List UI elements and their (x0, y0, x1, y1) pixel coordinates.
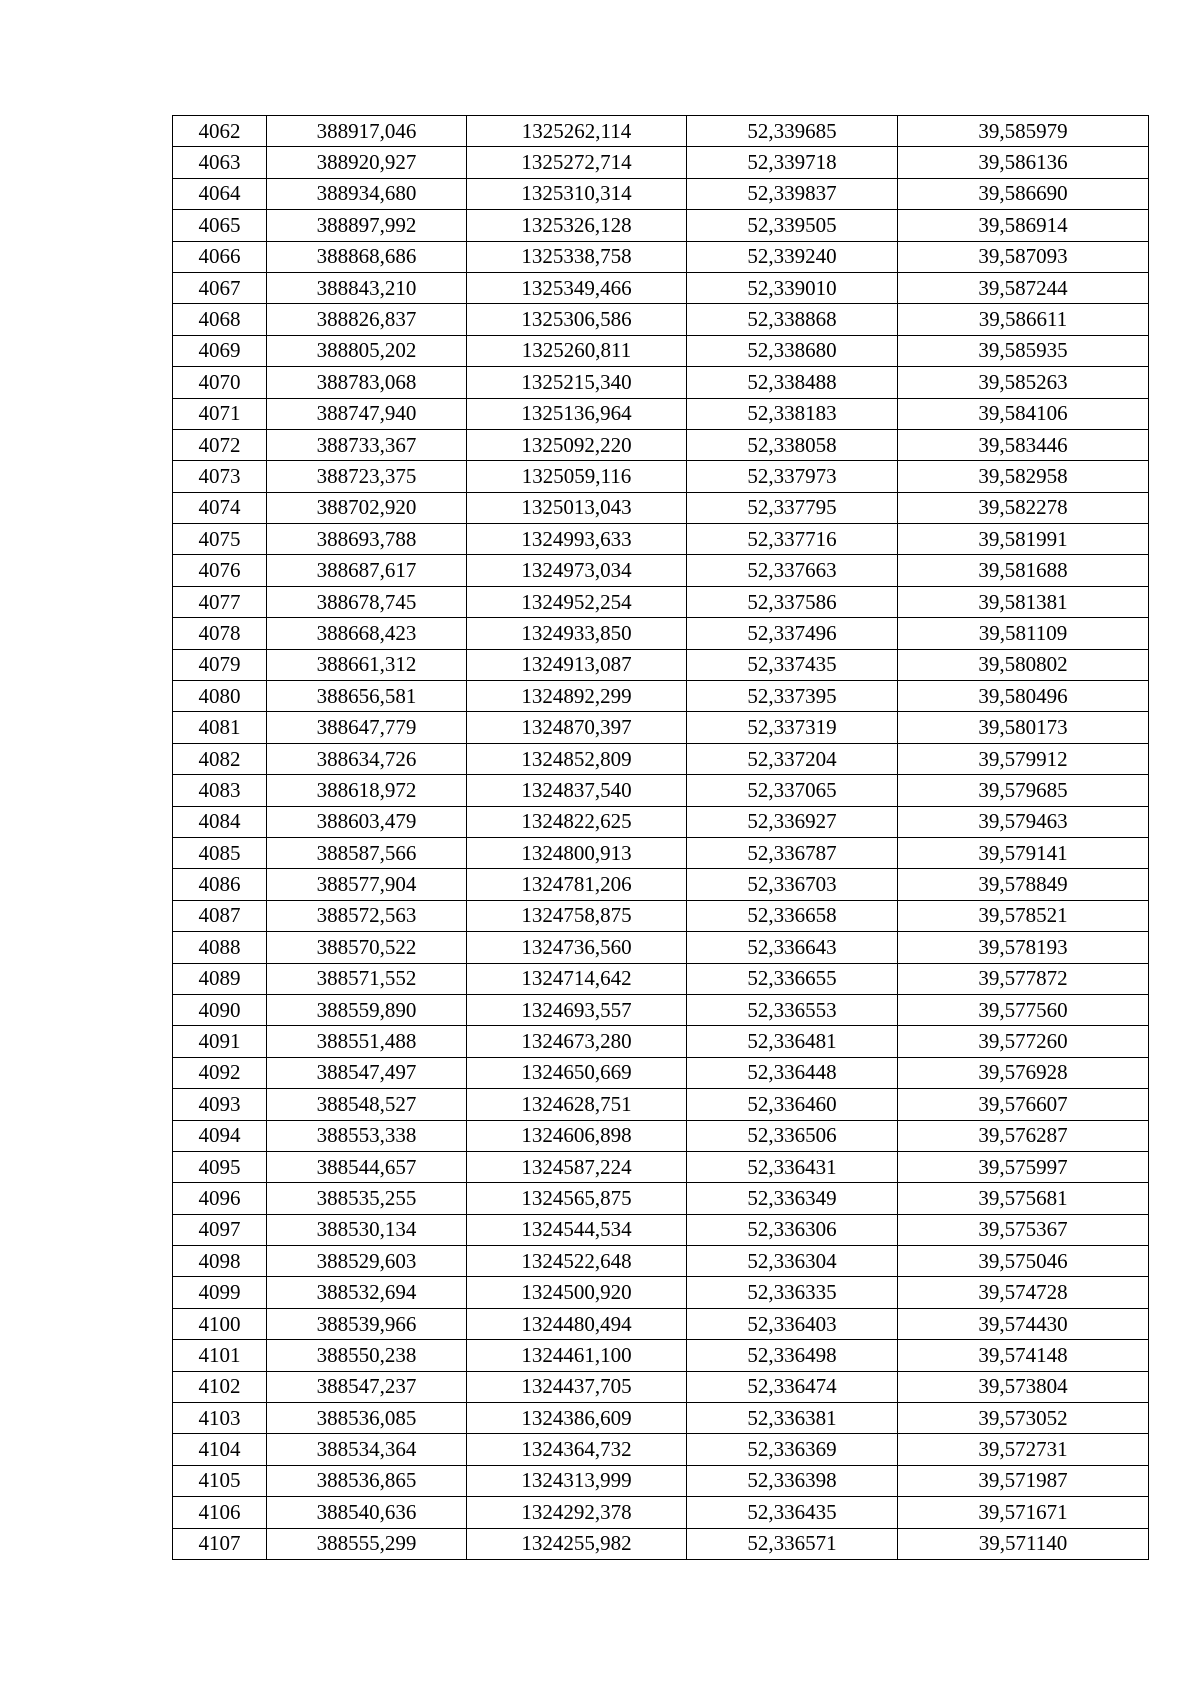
table-row (173, 1120, 1149, 1151)
table-row (173, 681, 1149, 712)
table-row (173, 1026, 1149, 1057)
latitude-cell: 52,336553 (687, 994, 898, 1025)
point-number-cell: 4074 (173, 492, 267, 523)
y-coordinate-cell: 1324693,557 (467, 994, 687, 1025)
latitude-cell: 52,337663 (687, 555, 898, 586)
longitude-cell: 39,574148 (898, 1340, 1149, 1371)
table-row (173, 649, 1149, 680)
table-row (173, 1371, 1149, 1402)
point-number-cell: 4088 (173, 932, 267, 963)
longitude-cell: 39,581991 (898, 524, 1149, 555)
longitude-cell: 39,586914 (898, 210, 1149, 241)
longitude-cell: 39,579141 (898, 837, 1149, 868)
table-row (173, 555, 1149, 586)
y-coordinate-cell: 1325349,466 (467, 272, 687, 303)
table-row (173, 398, 1149, 429)
x-coordinate-cell: 388843,210 (267, 272, 467, 303)
table-row (173, 524, 1149, 555)
y-coordinate-cell: 1325092,220 (467, 429, 687, 460)
latitude-cell: 52,336304 (687, 1246, 898, 1277)
table-row (173, 932, 1149, 963)
longitude-cell: 39,586690 (898, 178, 1149, 209)
table-row (173, 1089, 1149, 1120)
x-coordinate-cell: 388805,202 (267, 335, 467, 366)
y-coordinate-cell: 1325260,811 (467, 335, 687, 366)
point-number-cell: 4103 (173, 1403, 267, 1434)
table-row (173, 1246, 1149, 1277)
table-row (173, 775, 1149, 806)
table-row (173, 1403, 1149, 1434)
longitude-cell: 39,580496 (898, 681, 1149, 712)
point-number-cell: 4063 (173, 147, 267, 178)
latitude-cell: 52,336460 (687, 1089, 898, 1120)
x-coordinate-cell: 388550,238 (267, 1340, 467, 1371)
point-number-cell: 4065 (173, 210, 267, 241)
table-row (173, 1340, 1149, 1371)
point-number-cell: 4104 (173, 1434, 267, 1465)
y-coordinate-cell: 1324480,494 (467, 1308, 687, 1339)
point-number-cell: 4066 (173, 241, 267, 272)
latitude-cell: 52,339010 (687, 272, 898, 303)
table-row (173, 178, 1149, 209)
y-coordinate-cell: 1324913,087 (467, 649, 687, 680)
y-coordinate-cell: 1324736,560 (467, 932, 687, 963)
x-coordinate-cell: 388553,338 (267, 1120, 467, 1151)
y-coordinate-cell: 1325272,714 (467, 147, 687, 178)
point-number-cell: 4099 (173, 1277, 267, 1308)
y-coordinate-cell: 1325136,964 (467, 398, 687, 429)
longitude-cell: 39,575681 (898, 1183, 1149, 1214)
latitude-cell: 52,336431 (687, 1151, 898, 1182)
y-coordinate-cell: 1324544,534 (467, 1214, 687, 1245)
y-coordinate-cell: 1324714,642 (467, 963, 687, 994)
table-row (173, 1277, 1149, 1308)
x-coordinate-cell: 388544,657 (267, 1151, 467, 1182)
x-coordinate-cell: 388661,312 (267, 649, 467, 680)
point-number-cell: 4091 (173, 1026, 267, 1057)
x-coordinate-cell: 388532,694 (267, 1277, 467, 1308)
longitude-cell: 39,583446 (898, 429, 1149, 460)
y-coordinate-cell: 1324781,206 (467, 869, 687, 900)
table-row (173, 1497, 1149, 1528)
latitude-cell: 52,336349 (687, 1183, 898, 1214)
longitude-cell: 39,577560 (898, 994, 1149, 1025)
point-number-cell: 4076 (173, 555, 267, 586)
y-coordinate-cell: 1324837,540 (467, 775, 687, 806)
y-coordinate-cell: 1325059,116 (467, 461, 687, 492)
y-coordinate-cell: 1325310,314 (467, 178, 687, 209)
point-number-cell: 4072 (173, 429, 267, 460)
latitude-cell: 52,337496 (687, 618, 898, 649)
latitude-cell: 52,336335 (687, 1277, 898, 1308)
longitude-cell: 39,585935 (898, 335, 1149, 366)
point-number-cell: 4098 (173, 1246, 267, 1277)
latitude-cell: 52,336481 (687, 1026, 898, 1057)
latitude-cell: 52,336703 (687, 869, 898, 900)
table-row (173, 1465, 1149, 1496)
latitude-cell: 52,336506 (687, 1120, 898, 1151)
longitude-cell: 39,576607 (898, 1089, 1149, 1120)
point-number-cell: 4078 (173, 618, 267, 649)
longitude-cell: 39,582958 (898, 461, 1149, 492)
table-row (173, 994, 1149, 1025)
latitude-cell: 52,338868 (687, 304, 898, 335)
latitude-cell: 52,336655 (687, 963, 898, 994)
y-coordinate-cell: 1324437,705 (467, 1371, 687, 1402)
longitude-cell: 39,581688 (898, 555, 1149, 586)
longitude-cell: 39,587093 (898, 241, 1149, 272)
longitude-cell: 39,574728 (898, 1277, 1149, 1308)
x-coordinate-cell: 388551,488 (267, 1026, 467, 1057)
table-row (173, 147, 1149, 178)
y-coordinate-cell: 1324313,999 (467, 1465, 687, 1496)
y-coordinate-cell: 1324364,732 (467, 1434, 687, 1465)
longitude-cell: 39,586611 (898, 304, 1149, 335)
point-number-cell: 4102 (173, 1371, 267, 1402)
point-number-cell: 4105 (173, 1465, 267, 1496)
point-number-cell: 4097 (173, 1214, 267, 1245)
latitude-cell: 52,336498 (687, 1340, 898, 1371)
x-coordinate-cell: 388868,686 (267, 241, 467, 272)
longitude-cell: 39,579685 (898, 775, 1149, 806)
latitude-cell: 52,336474 (687, 1371, 898, 1402)
latitude-cell: 52,339718 (687, 147, 898, 178)
x-coordinate-cell: 388587,566 (267, 837, 467, 868)
table-row (173, 1151, 1149, 1182)
x-coordinate-cell: 388547,237 (267, 1371, 467, 1402)
latitude-cell: 52,339685 (687, 116, 898, 147)
y-coordinate-cell: 1324606,898 (467, 1120, 687, 1151)
table-row (173, 461, 1149, 492)
table-row (173, 210, 1149, 241)
y-coordinate-cell: 1324292,378 (467, 1497, 687, 1528)
latitude-cell: 52,338680 (687, 335, 898, 366)
latitude-cell: 52,336787 (687, 837, 898, 868)
latitude-cell: 52,337795 (687, 492, 898, 523)
x-coordinate-cell: 388687,617 (267, 555, 467, 586)
y-coordinate-cell: 1324933,850 (467, 618, 687, 649)
table-row (173, 272, 1149, 303)
latitude-cell: 52,336571 (687, 1528, 898, 1559)
x-coordinate-cell: 388540,636 (267, 1497, 467, 1528)
y-coordinate-cell: 1325306,586 (467, 304, 687, 335)
point-number-cell: 4090 (173, 994, 267, 1025)
longitude-cell: 39,581109 (898, 618, 1149, 649)
point-number-cell: 4082 (173, 743, 267, 774)
table-row (173, 806, 1149, 837)
table-row (173, 1183, 1149, 1214)
x-coordinate-cell: 388536,085 (267, 1403, 467, 1434)
latitude-cell: 52,336306 (687, 1214, 898, 1245)
longitude-cell: 39,584106 (898, 398, 1149, 429)
latitude-cell: 52,337395 (687, 681, 898, 712)
point-number-cell: 4085 (173, 837, 267, 868)
point-number-cell: 4064 (173, 178, 267, 209)
table-row (173, 963, 1149, 994)
x-coordinate-cell: 388547,497 (267, 1057, 467, 1088)
table-row (173, 869, 1149, 900)
y-coordinate-cell: 1324255,982 (467, 1528, 687, 1559)
table-row (173, 586, 1149, 617)
x-coordinate-cell: 388529,603 (267, 1246, 467, 1277)
x-coordinate-cell: 388668,423 (267, 618, 467, 649)
x-coordinate-cell: 388897,992 (267, 210, 467, 241)
point-number-cell: 4080 (173, 681, 267, 712)
longitude-cell: 39,575997 (898, 1151, 1149, 1182)
y-coordinate-cell: 1324852,809 (467, 743, 687, 774)
table-row (173, 712, 1149, 743)
point-number-cell: 4107 (173, 1528, 267, 1559)
latitude-cell: 52,337065 (687, 775, 898, 806)
longitude-cell: 39,573804 (898, 1371, 1149, 1402)
x-coordinate-cell: 388723,375 (267, 461, 467, 492)
longitude-cell: 39,575367 (898, 1214, 1149, 1245)
y-coordinate-cell: 1325326,128 (467, 210, 687, 241)
x-coordinate-cell: 388747,940 (267, 398, 467, 429)
longitude-cell: 39,576287 (898, 1120, 1149, 1151)
point-number-cell: 4093 (173, 1089, 267, 1120)
latitude-cell: 52,336658 (687, 900, 898, 931)
point-number-cell: 4106 (173, 1497, 267, 1528)
longitude-cell: 39,578849 (898, 869, 1149, 900)
longitude-cell: 39,580802 (898, 649, 1149, 680)
point-number-cell: 4071 (173, 398, 267, 429)
point-number-cell: 4070 (173, 367, 267, 398)
table-row (173, 1308, 1149, 1339)
y-coordinate-cell: 1324822,625 (467, 806, 687, 837)
point-number-cell: 4086 (173, 869, 267, 900)
latitude-cell: 52,336643 (687, 932, 898, 963)
point-number-cell: 4089 (173, 963, 267, 994)
longitude-cell: 39,585979 (898, 116, 1149, 147)
latitude-cell: 52,336435 (687, 1497, 898, 1528)
latitude-cell: 52,337435 (687, 649, 898, 680)
point-number-cell: 4092 (173, 1057, 267, 1088)
latitude-cell: 52,339240 (687, 241, 898, 272)
latitude-cell: 52,337204 (687, 743, 898, 774)
x-coordinate-cell: 388826,837 (267, 304, 467, 335)
table-row (173, 1528, 1149, 1559)
y-coordinate-cell: 1324522,648 (467, 1246, 687, 1277)
longitude-cell: 39,571140 (898, 1528, 1149, 1559)
latitude-cell: 52,336381 (687, 1403, 898, 1434)
y-coordinate-cell: 1324993,633 (467, 524, 687, 555)
x-coordinate-cell: 388783,068 (267, 367, 467, 398)
x-coordinate-cell: 388559,890 (267, 994, 467, 1025)
point-number-cell: 4068 (173, 304, 267, 335)
coordinates-table-body (173, 116, 1149, 1560)
y-coordinate-cell: 1324386,609 (467, 1403, 687, 1434)
point-number-cell: 4073 (173, 461, 267, 492)
table-row (173, 429, 1149, 460)
point-number-cell: 4094 (173, 1120, 267, 1151)
longitude-cell: 39,577872 (898, 963, 1149, 994)
x-coordinate-cell: 388678,745 (267, 586, 467, 617)
latitude-cell: 52,336927 (687, 806, 898, 837)
longitude-cell: 39,572731 (898, 1434, 1149, 1465)
longitude-cell: 39,585263 (898, 367, 1149, 398)
latitude-cell: 52,338488 (687, 367, 898, 398)
longitude-cell: 39,587244 (898, 272, 1149, 303)
longitude-cell: 39,576928 (898, 1057, 1149, 1088)
latitude-cell: 52,336398 (687, 1465, 898, 1496)
longitude-cell: 39,580173 (898, 712, 1149, 743)
x-coordinate-cell: 388702,920 (267, 492, 467, 523)
point-number-cell: 4069 (173, 335, 267, 366)
table-row (173, 1057, 1149, 1088)
y-coordinate-cell: 1324565,875 (467, 1183, 687, 1214)
point-number-cell: 4079 (173, 649, 267, 680)
table-row (173, 241, 1149, 272)
table-row (173, 743, 1149, 774)
x-coordinate-cell: 388572,563 (267, 900, 467, 931)
y-coordinate-cell: 1324500,920 (467, 1277, 687, 1308)
x-coordinate-cell: 388570,522 (267, 932, 467, 963)
x-coordinate-cell: 388634,726 (267, 743, 467, 774)
x-coordinate-cell: 388920,927 (267, 147, 467, 178)
x-coordinate-cell: 388647,779 (267, 712, 467, 743)
x-coordinate-cell: 388555,299 (267, 1528, 467, 1559)
x-coordinate-cell: 388603,479 (267, 806, 467, 837)
longitude-cell: 39,578521 (898, 900, 1149, 931)
point-number-cell: 4084 (173, 806, 267, 837)
y-coordinate-cell: 1324461,100 (467, 1340, 687, 1371)
y-coordinate-cell: 1324628,751 (467, 1089, 687, 1120)
point-number-cell: 4075 (173, 524, 267, 555)
x-coordinate-cell: 388536,865 (267, 1465, 467, 1496)
y-coordinate-cell: 1324973,034 (467, 555, 687, 586)
latitude-cell: 52,338183 (687, 398, 898, 429)
y-coordinate-cell: 1324650,669 (467, 1057, 687, 1088)
point-number-cell: 4062 (173, 116, 267, 147)
y-coordinate-cell: 1324800,913 (467, 837, 687, 868)
longitude-cell: 39,575046 (898, 1246, 1149, 1277)
x-coordinate-cell: 388656,581 (267, 681, 467, 712)
y-coordinate-cell: 1324892,299 (467, 681, 687, 712)
y-coordinate-cell: 1324758,875 (467, 900, 687, 931)
point-number-cell: 4077 (173, 586, 267, 617)
longitude-cell: 39,577260 (898, 1026, 1149, 1057)
x-coordinate-cell: 388934,680 (267, 178, 467, 209)
latitude-cell: 52,336369 (687, 1434, 898, 1465)
table-row (173, 1214, 1149, 1245)
x-coordinate-cell: 388530,134 (267, 1214, 467, 1245)
longitude-cell: 39,573052 (898, 1403, 1149, 1434)
longitude-cell: 39,571671 (898, 1497, 1149, 1528)
longitude-cell: 39,581381 (898, 586, 1149, 617)
x-coordinate-cell: 388618,972 (267, 775, 467, 806)
longitude-cell: 39,586136 (898, 147, 1149, 178)
x-coordinate-cell: 388733,367 (267, 429, 467, 460)
coordinates-table (172, 115, 1149, 1560)
longitude-cell: 39,579463 (898, 806, 1149, 837)
point-number-cell: 4083 (173, 775, 267, 806)
x-coordinate-cell: 388535,255 (267, 1183, 467, 1214)
x-coordinate-cell: 388917,046 (267, 116, 467, 147)
y-coordinate-cell: 1325215,340 (467, 367, 687, 398)
y-coordinate-cell: 1324587,224 (467, 1151, 687, 1182)
point-number-cell: 4081 (173, 712, 267, 743)
x-coordinate-cell: 388548,527 (267, 1089, 467, 1120)
longitude-cell: 39,582278 (898, 492, 1149, 523)
point-number-cell: 4095 (173, 1151, 267, 1182)
point-number-cell: 4100 (173, 1308, 267, 1339)
y-coordinate-cell: 1325338,758 (467, 241, 687, 272)
point-number-cell: 4067 (173, 272, 267, 303)
x-coordinate-cell: 388539,966 (267, 1308, 467, 1339)
latitude-cell: 52,339837 (687, 178, 898, 209)
latitude-cell: 52,337319 (687, 712, 898, 743)
point-number-cell: 4096 (173, 1183, 267, 1214)
table-row (173, 900, 1149, 931)
table-row (173, 618, 1149, 649)
latitude-cell: 52,336403 (687, 1308, 898, 1339)
table-row (173, 837, 1149, 868)
latitude-cell: 52,337716 (687, 524, 898, 555)
latitude-cell: 52,336448 (687, 1057, 898, 1088)
table-row (173, 335, 1149, 366)
x-coordinate-cell: 388571,552 (267, 963, 467, 994)
longitude-cell: 39,571987 (898, 1465, 1149, 1496)
latitude-cell: 52,337973 (687, 461, 898, 492)
y-coordinate-cell: 1325262,114 (467, 116, 687, 147)
latitude-cell: 52,337586 (687, 586, 898, 617)
y-coordinate-cell: 1325013,043 (467, 492, 687, 523)
y-coordinate-cell: 1324673,280 (467, 1026, 687, 1057)
x-coordinate-cell: 388577,904 (267, 869, 467, 900)
table-row (173, 1434, 1149, 1465)
longitude-cell: 39,578193 (898, 932, 1149, 963)
longitude-cell: 39,579912 (898, 743, 1149, 774)
latitude-cell: 52,339505 (687, 210, 898, 241)
table-row (173, 367, 1149, 398)
x-coordinate-cell: 388534,364 (267, 1434, 467, 1465)
longitude-cell: 39,574430 (898, 1308, 1149, 1339)
point-number-cell: 4087 (173, 900, 267, 931)
table-row (173, 304, 1149, 335)
latitude-cell: 52,338058 (687, 429, 898, 460)
table-row (173, 116, 1149, 147)
x-coordinate-cell: 388693,788 (267, 524, 467, 555)
y-coordinate-cell: 1324952,254 (467, 586, 687, 617)
y-coordinate-cell: 1324870,397 (467, 712, 687, 743)
table-row (173, 492, 1149, 523)
point-number-cell: 4101 (173, 1340, 267, 1371)
